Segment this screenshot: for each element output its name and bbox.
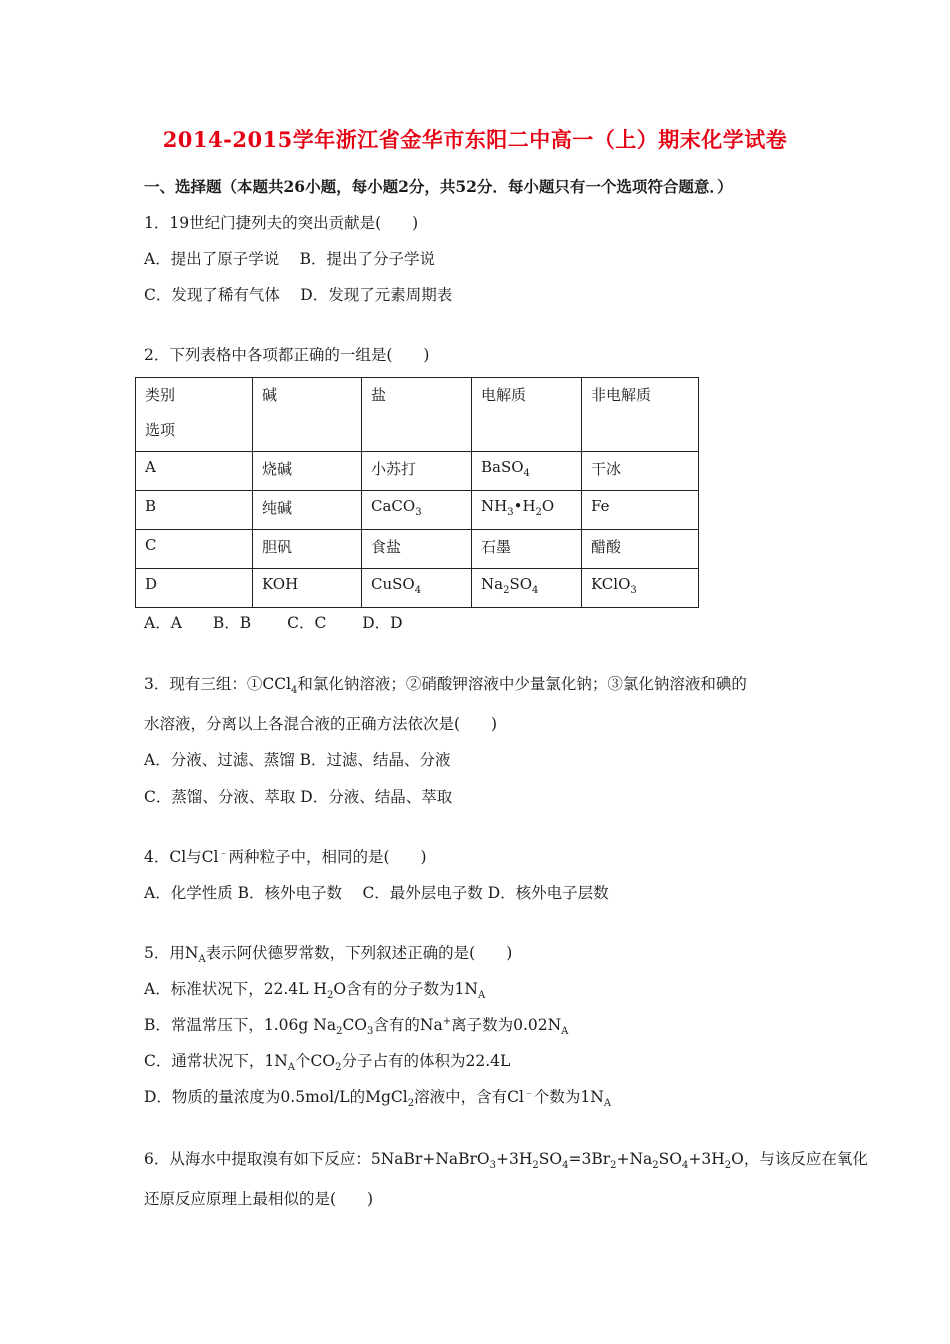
text-part: B．常温常压下，1.06g Na bbox=[144, 1016, 337, 1034]
question-4-stem bbox=[144, 847, 427, 867]
table-cell: 烧碱 bbox=[253, 452, 362, 491]
table-cell bbox=[472, 491, 582, 530]
formula-part: Na bbox=[481, 575, 504, 593]
header-option-label: 选项 bbox=[145, 421, 176, 439]
text-part: 溶液中，含有Cl bbox=[414, 1088, 524, 1106]
formula-part: SO bbox=[509, 575, 533, 593]
table-cell bbox=[362, 569, 472, 608]
table-row bbox=[136, 530, 699, 569]
text-part: +3H bbox=[688, 1150, 725, 1168]
question-1-stem: 1．19世纪门捷列夫的突出贡献是( ) bbox=[144, 214, 419, 232]
formula-subscript: 3 bbox=[489, 1160, 497, 1172]
formula-subscript: 3 bbox=[507, 507, 514, 518]
table-cell: B bbox=[136, 491, 253, 530]
table-cell: 石墨 bbox=[472, 530, 582, 569]
text-part: 个数为1N bbox=[533, 1088, 604, 1106]
table-header-cell bbox=[136, 378, 253, 452]
formula-subscript: 3 bbox=[367, 1026, 374, 1038]
formula-superscript: ﹣ bbox=[523, 1087, 534, 1099]
text-part: 表示阿伏德罗常数，下列叙述正确的是( ) bbox=[205, 944, 513, 962]
formula-subscript: A bbox=[477, 990, 486, 1002]
formula-subscript: 2 bbox=[724, 1160, 732, 1172]
formula-subscript: A bbox=[561, 1026, 569, 1038]
table-row bbox=[136, 491, 699, 530]
table-cell bbox=[472, 452, 582, 491]
text-part: CO bbox=[342, 1016, 368, 1034]
question-5-option-a bbox=[144, 979, 486, 1002]
text-part: SO bbox=[538, 1150, 563, 1168]
formula-superscript: ﹣ bbox=[218, 847, 229, 859]
text-part: 4．Cl与Cl bbox=[144, 848, 219, 866]
formula-part: •H bbox=[513, 497, 536, 515]
formula-subscript: 3 bbox=[415, 507, 422, 518]
formula-subscript: 2 bbox=[503, 585, 510, 596]
question-5-option-b bbox=[144, 1015, 569, 1038]
formula-superscript: + bbox=[442, 1015, 452, 1027]
formula-subscript: 4 bbox=[291, 685, 298, 697]
formula-subscript: 4 bbox=[682, 1160, 689, 1172]
table-header-row bbox=[136, 378, 699, 452]
question-5-option-d bbox=[144, 1087, 612, 1110]
formula-part: BaSO bbox=[481, 458, 524, 476]
formula-subscript: 4 bbox=[562, 1160, 569, 1172]
formula-part: O bbox=[541, 497, 555, 515]
formula-subscript: 2 bbox=[610, 1160, 617, 1172]
table-cell: D bbox=[136, 569, 253, 608]
table-cell: KOH bbox=[253, 569, 362, 608]
formula-subscript: 2 bbox=[407, 1098, 415, 1110]
text-part: O，与该反应在氧化 bbox=[731, 1150, 868, 1168]
table-header-cell: 电解质 bbox=[472, 378, 582, 452]
formula-subscript: 4 bbox=[523, 468, 530, 479]
table-cell bbox=[362, 491, 472, 530]
text-part: 分子占有的体积为22.4L bbox=[341, 1052, 511, 1070]
question-6-stem-line2: 还原反应原理上最相似的是( ) bbox=[144, 1190, 374, 1208]
question-2-table bbox=[135, 377, 699, 608]
question-6-stem bbox=[144, 1149, 868, 1172]
text-part: +3H bbox=[496, 1150, 533, 1168]
question-2-stem: 2．下列表格中各项都正确的一组是( ) bbox=[144, 346, 430, 364]
text-part: 6．从海水中提取溴有如下反应：5NaBr+NaBrO bbox=[144, 1150, 490, 1168]
text-part: C．通常状况下，1N bbox=[144, 1052, 288, 1070]
formula-subscript: 2 bbox=[335, 1062, 342, 1074]
table-header-cell: 非电解质 bbox=[582, 378, 699, 452]
question-5-stem bbox=[144, 943, 513, 966]
formula-subscript: A bbox=[603, 1098, 612, 1110]
text-part: D．物质的量浓度为0.5mol/L的MgCl bbox=[144, 1088, 408, 1106]
question-4-options: A．化学性质 B．核外电子数 C．最外层电子数 D．核外电子层数 bbox=[144, 884, 609, 902]
formula-part: NH bbox=[481, 497, 508, 515]
table-header-cell: 碱 bbox=[253, 378, 362, 452]
formula-part: CaCO bbox=[371, 497, 416, 515]
text-part: 两种粒子中，相同的是( ) bbox=[228, 848, 427, 866]
formula-part: KClO bbox=[591, 575, 631, 593]
formula-subscript: 2 bbox=[532, 1160, 539, 1172]
text-part: 3．现有三组：①CCl bbox=[144, 675, 292, 693]
text-part: +Na bbox=[616, 1150, 653, 1168]
formula-subscript: A bbox=[198, 954, 206, 966]
table-cell: C bbox=[136, 530, 253, 569]
text-part: 离子数为0.02N bbox=[451, 1016, 562, 1034]
table-cell: 小苏打 bbox=[362, 452, 472, 491]
table-cell: 干冰 bbox=[582, 452, 699, 491]
page-title: 2014-2015学年浙江省金华市东阳二中高一（上）期末化学试卷 bbox=[162, 127, 788, 152]
formula-subscript: 2 bbox=[326, 990, 334, 1002]
question-3-stem-line2: 水溶液，分离以上各混合液的正确方法依次是( ) bbox=[144, 715, 498, 733]
question-3-options-cd: C．蒸馏、分液、萃取 D．分液、结晶、萃取 bbox=[144, 788, 453, 806]
question-2-options: A．A B．B C．C D．D bbox=[144, 614, 403, 632]
text-part: =3Br bbox=[568, 1150, 611, 1168]
table-cell: 胆矾 bbox=[253, 530, 362, 569]
table-cell bbox=[582, 569, 699, 608]
question-3-stem bbox=[144, 674, 747, 697]
table-cell: 纯碱 bbox=[253, 491, 362, 530]
formula-part: CuSO bbox=[371, 575, 415, 593]
formula-subscript: 2 bbox=[535, 507, 542, 518]
question-1-options-ab: A．提出了原子学说 B．提出了分子学说 bbox=[144, 250, 436, 268]
table-cell: 食盐 bbox=[362, 530, 472, 569]
formula-subscript: 2 bbox=[336, 1026, 343, 1038]
table-cell: 醋酸 bbox=[582, 530, 699, 569]
text-part: A．标准状况下，22.4L H bbox=[144, 980, 327, 998]
text-part: 5．用N bbox=[144, 944, 199, 962]
text-part: 含有的Na bbox=[373, 1016, 443, 1034]
table-cell bbox=[472, 569, 582, 608]
table-row bbox=[136, 569, 699, 608]
question-5-option-c bbox=[144, 1051, 511, 1074]
text-part: O含有的分子数为1N bbox=[333, 980, 478, 998]
question-3-options-ab: A．分液、过滤、蒸馏 B．过滤、结晶、分液 bbox=[144, 751, 451, 769]
formula-subscript: 2 bbox=[652, 1160, 659, 1172]
section-heading: 一、选择题（本题共26小题，每小题2分，共52分．每小题只有一个选项符合题意．） bbox=[144, 177, 733, 196]
table-cell: Fe bbox=[582, 491, 699, 530]
formula-subscript: 4 bbox=[532, 585, 539, 596]
formula-subscript: A bbox=[287, 1062, 296, 1074]
formula-subscript: 4 bbox=[414, 585, 422, 596]
question-1-options-cd: C．发现了稀有气体 D．发现了元素周期表 bbox=[144, 286, 453, 304]
text-part: 个CO bbox=[295, 1052, 336, 1070]
header-category-label: 类别 bbox=[145, 386, 176, 404]
formula-subscript: 3 bbox=[630, 585, 637, 596]
text-part: 和氯化钠溶液；②硝酸钾溶液中少量氯化钠；③氯化钠溶液和碘的 bbox=[297, 675, 747, 693]
table-header-cell: 盐 bbox=[362, 378, 472, 452]
table-cell: A bbox=[136, 452, 253, 491]
table-row bbox=[136, 452, 699, 491]
text-part: SO bbox=[658, 1150, 682, 1168]
